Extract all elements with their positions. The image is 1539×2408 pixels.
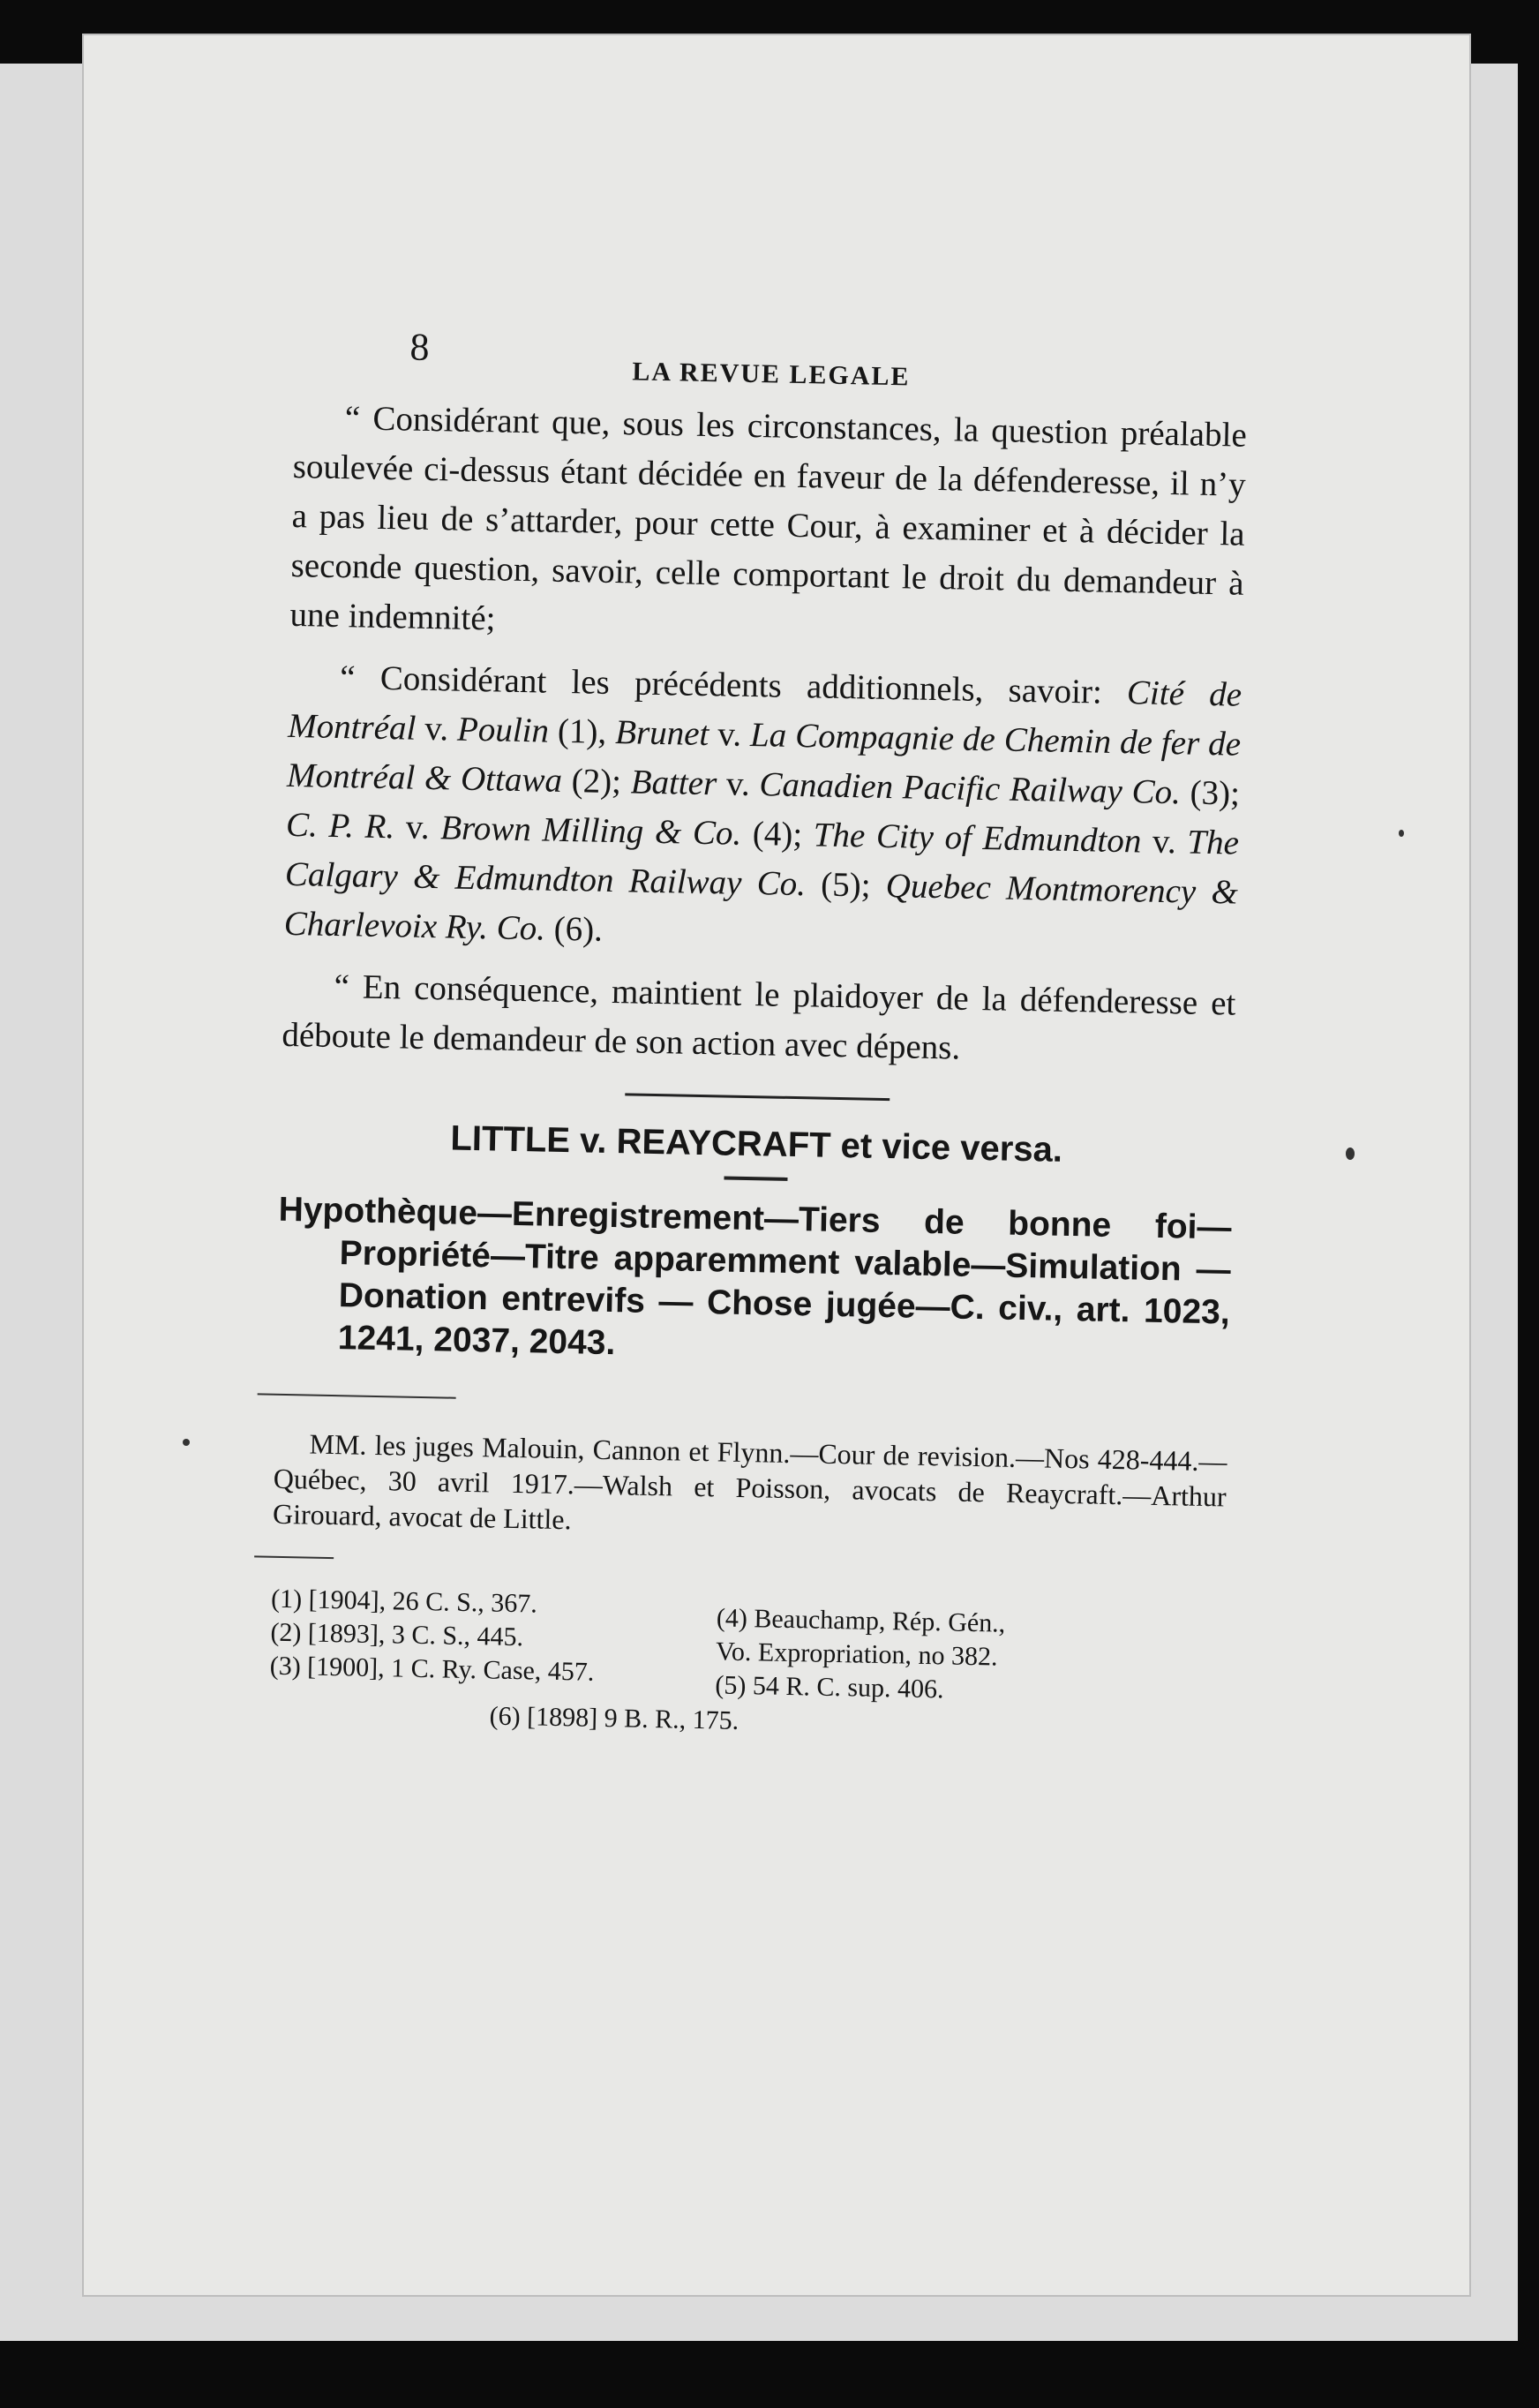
footnote-3: (3) [1900], 1 C. Ry. Case, 457. [269,1651,595,1687]
paragraph-text: v. [708,715,751,754]
page-content [268,322,1249,1777]
paragraph-text: (2); [561,761,632,801]
paragraph-text: “ Considérant que, sous les circonstances, la question préalable soulevée ci-dessus étant décidée en faveur de la défenderesse, il n’y a pas lieu de s’attarder, pour cette Cour, à examiner et à décider la seconde question, savoir, celle comportant le droit du demandeur à une indemnité; [289,399,1248,638]
case-citation-name: The City of Edmundton [813,816,1142,861]
case-citation-name: Poulin [456,710,550,750]
case-citation-name: Canadien Pacific Railway Co. [759,765,1182,812]
paragraph-considering-2 [283,652,1242,967]
case-citation-name: Quebec Montmorency & Charlevoix Ry. Co. [283,866,1239,948]
speck [1399,830,1404,837]
speck [183,1439,190,1446]
paragraph-text: (1), [548,711,616,752]
case-citation-name: Cité de Montréal [287,673,1242,748]
footnotes [268,1583,1225,1778]
speck [1346,1148,1355,1160]
footnote-5: (5) 54 R. C. sup. 406. [715,1670,944,1704]
footnotes-left-column [269,1583,712,1692]
section-divider [625,1093,890,1101]
case-title: LITTLE v. REAYCRAFT et vice versa. [450,1118,1063,1170]
paragraph-text: v. [1140,822,1188,862]
case-citation-name: The Calgary & Edmundton Railway Co. [284,823,1240,904]
case-citation-name: Brunet [614,713,709,754]
case-judges-line: MM. les juges Malouin, Cannon et Flynn.—Cour de revision.—Nos 428-444.—Québec, 30 avril 1917.—Walsh et Poisson, avocats de Reaycraft.—Arthur Girouard, avocat de Little. [272,1427,1227,1536]
paragraph-text: v. [394,808,441,847]
footnote-1: (1) [1904], 26 C. S., 367. [270,1584,538,1619]
footnote-4: (4) Beauchamp, Rép. Gén., [716,1603,1006,1638]
footnote-6: (6) [1898] 9 B. R., 175. [489,1701,739,1735]
page-number: 8 [409,325,430,369]
case-citation-name: Batter [630,763,717,803]
headnote-rule [258,1393,456,1398]
footnote-2: (2) [1893], 3 C. S., 445. [270,1617,524,1652]
paragraph-text: (3); [1180,773,1241,813]
case-citation-name: C. P. R. [285,805,395,847]
paragraph-text: “ En conséquence, maintient le plaidoyer de la défenderesse et déboute le demandeur de son action avec dépens. [282,967,1236,1067]
paragraph-text: (6). [544,909,604,949]
case-citation-name: La Compagnie de Chemin de fer de Montréal & Ottawa [286,715,1242,800]
paragraph-text: v. [716,764,760,804]
paragraph-text: (5); [805,865,887,905]
title-rule [724,1176,787,1180]
paragraph-conclusion [282,961,1236,1079]
case-headnote: Hypothèque—Enregistrement—Tiers de bonne foi—Propriété—Titre apparemment valable—Simulation — Donation entrevifs — Chose jugée—C. civ., art. 1023, 1241, 2037, 2043. [278,1190,1232,1363]
footnote-4-continued: Vo. Expropriation, no 382. [715,1637,998,1672]
case-citation-name: Brown Milling & Co. [439,809,742,853]
paragraph-text: v. [415,709,458,749]
paragraph-text: “ Considérant les précédents additionnels, savoir: [339,658,1128,712]
paragraph-text: (4); [740,814,815,854]
footnotes-right-column [715,1601,1211,1712]
paragraph-considering-1 [289,393,1247,658]
running-head: LA REVUE LEGALE [632,357,911,392]
